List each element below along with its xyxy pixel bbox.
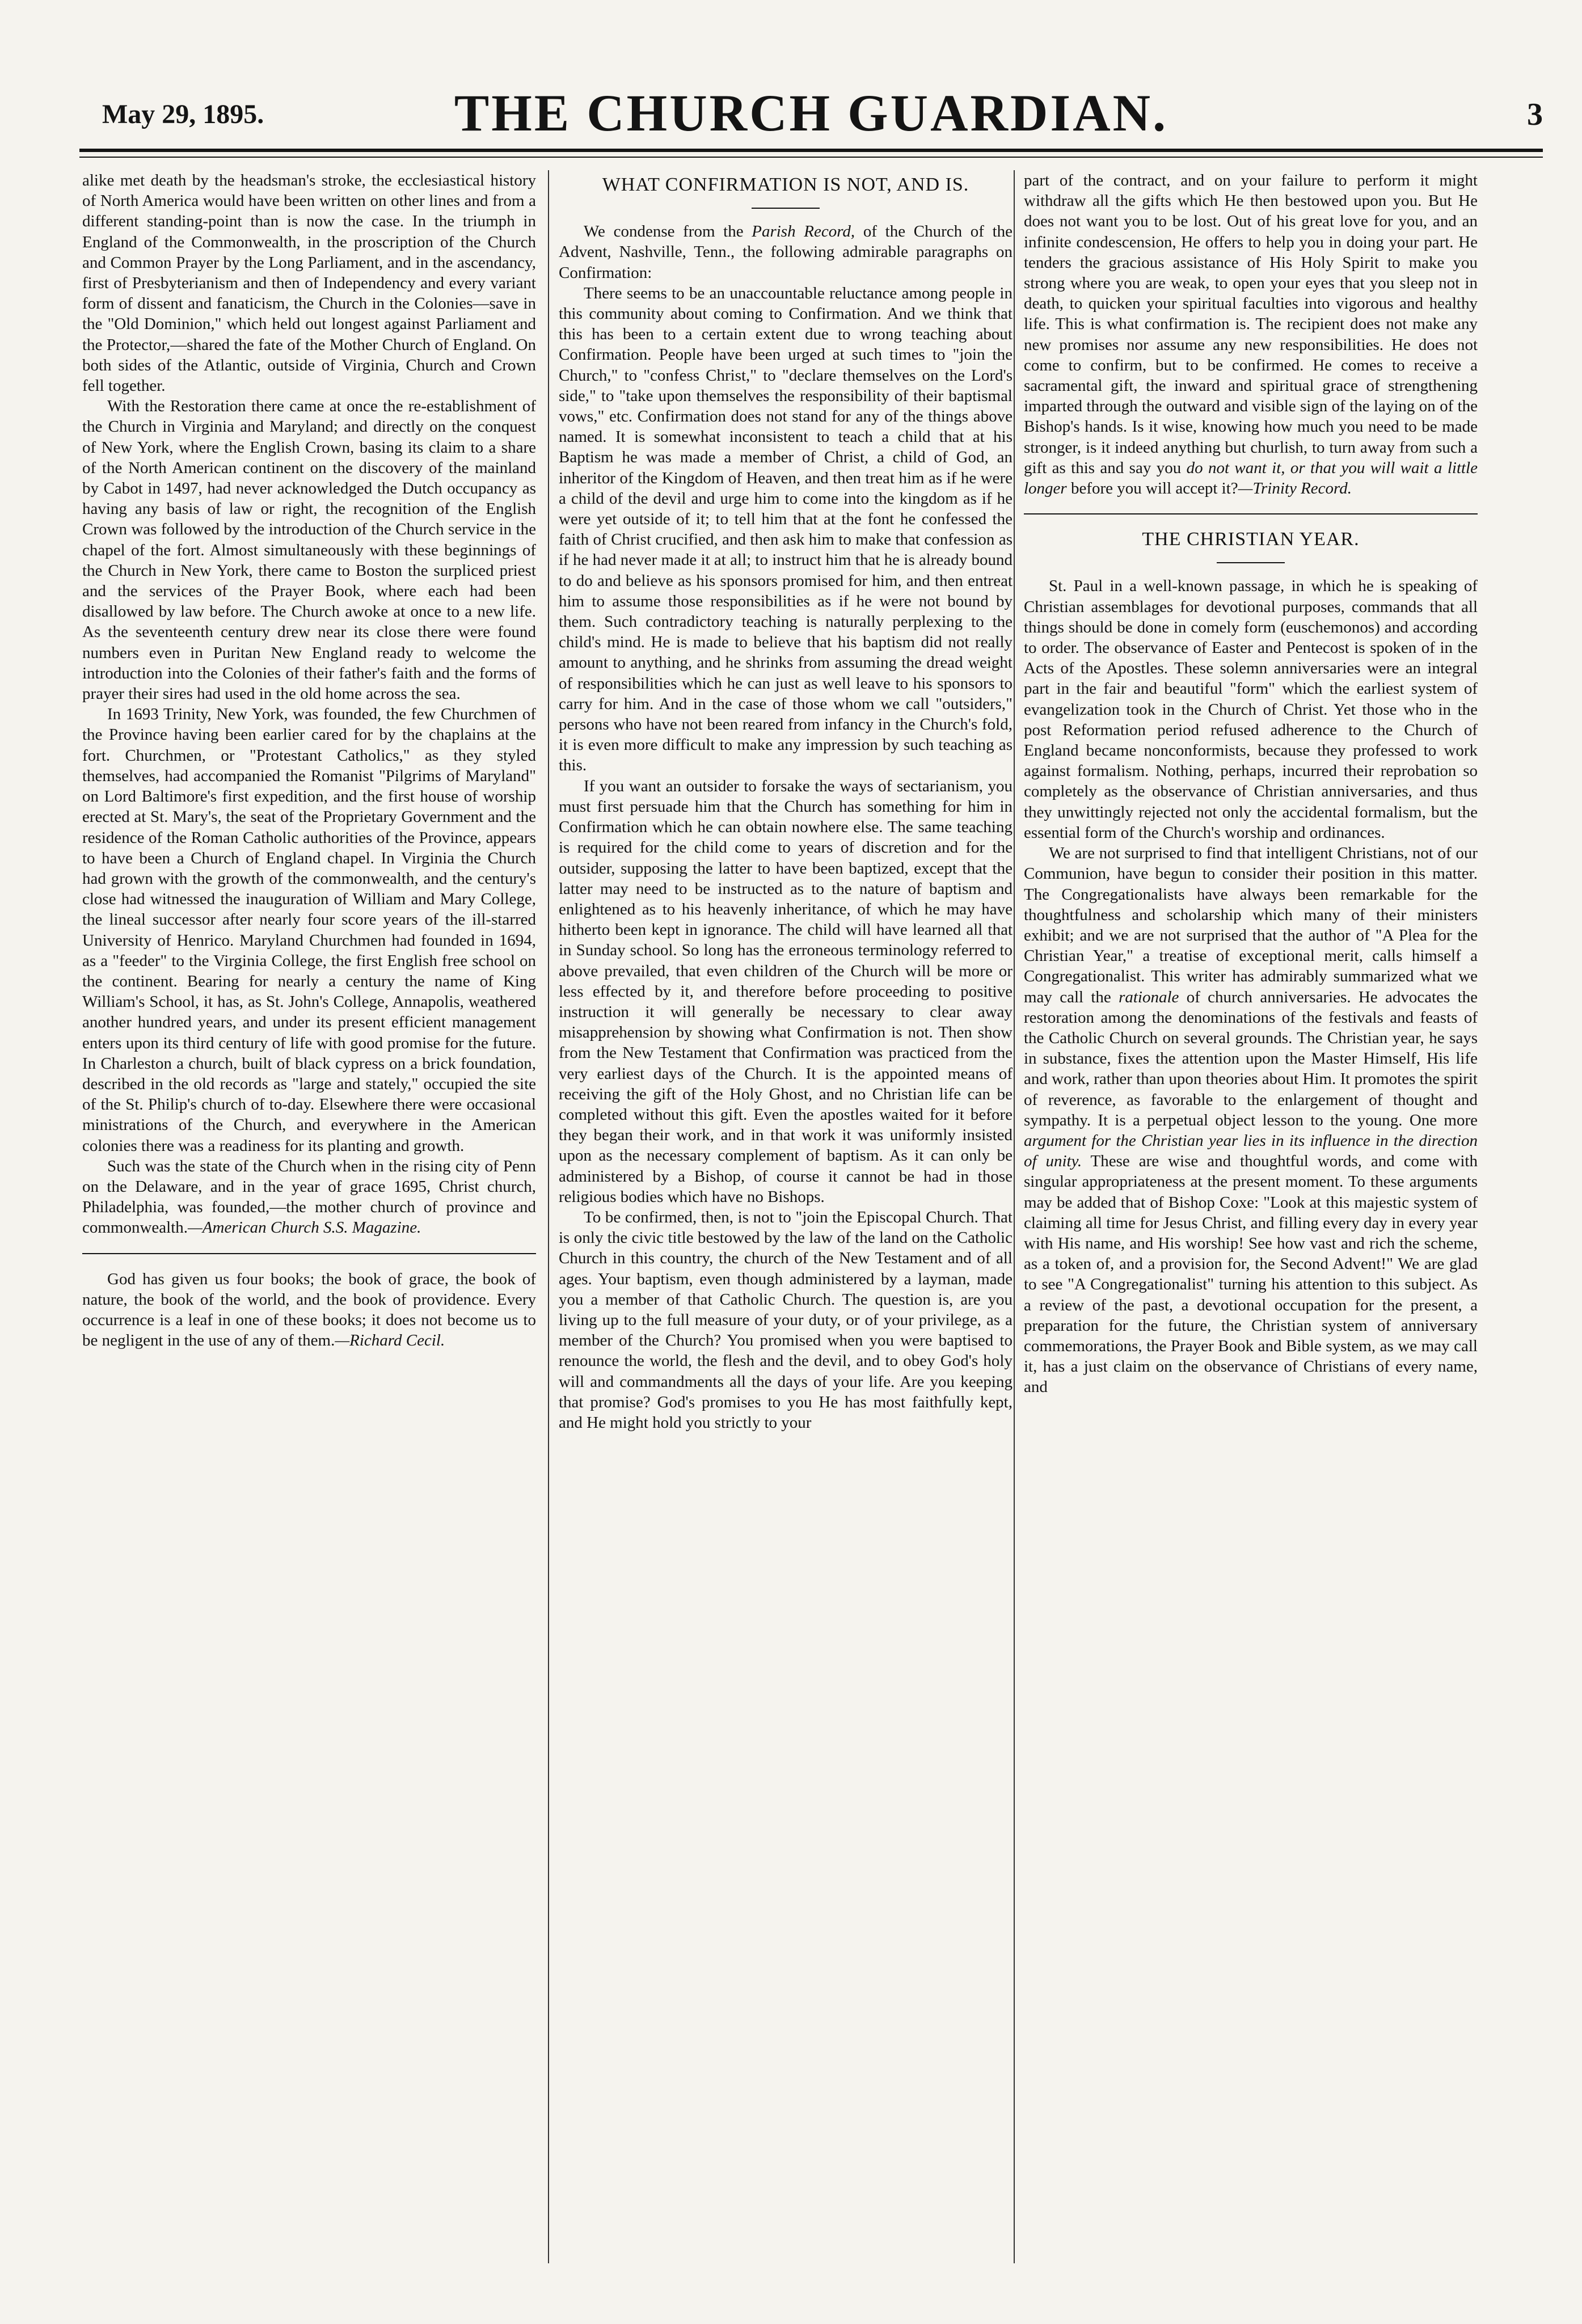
- paragraph-text: before you will accept it?: [1066, 479, 1238, 498]
- paragraph: St. Paul in a well-known passage, in which he is speaking of Christian assemblages for devotional purposes, commands that all things should be done in comely form (euschemonos) and according to order. The observance of Easter and Pentecost is spoken of in the Acts of the Apostles. These solemn anniversaries were an integral part in the fair and beautiful "form" which the earliest system of evangelization took in the Church of Christ. Yet those who in the post Reformation period refused adherence to the Church of England became nonconformists, because they professed to work against formalism. Nothing, perhaps, incurred their reprobation so completely as the observance of Christian anniversaries, and thus they unwittingly rejected not only the accidental formalism, but the essential form of the Church's worship and ordinances.: [1024, 577, 1478, 842]
- masthead: [79, 74, 1543, 153]
- source-citation: —Trinity Record.: [1238, 479, 1352, 498]
- paragraph-text: of church anniversaries. He advocates the restoration among the denominations of the festivals and feasts of the Catholic Church on several grounds. The Christian year, he says in substance, fixes the attention upon the Master Himself, His life and work, rather than upon theories about Him. It promotes the spirit of reverence, as favorable to the enlargement of thought and sympathy. It is a perpetual object lesson to the young. One more: [1024, 988, 1478, 1129]
- paragraph-text: We condense from the: [584, 222, 752, 241]
- column-divider: [548, 170, 549, 2263]
- issue-date: May 29, 1895.: [102, 99, 264, 129]
- column-3: [1024, 170, 1478, 2269]
- paragraph-text: of the Church of the Advent, Nashville, Tenn., the following admirable paragraphs on Confirmation:: [559, 222, 1013, 282]
- paragraph: In 1693 Trinity, New York, was founded, the few Churchmen of the Province having been earlier cared for by the chaplains at the fort. Churchmen, or "Protestant Catholics," as they styled themselves, had accompanied the Romanist "Pilgrims of Maryland" on Lord Baltimore's first expedition, and the first house of worship erected at St. Mary's, the seat of the Proprietary Government and the residence of the Roman Catholic authorities of the Province, appears to have been a Church of England chapel. In Virginia the Church had grown with the growth of the commonwealth, and the century's close had witnessed the inauguration of William and Mary College, the lineal successor after nearly four score years of the ill-starred University of Henrico. Maryland Churchmen had founded in 1694, as a "feeder" to the Virginia College, the first English free school on the continent. Bearing for nearly a century the name of King William's School, it has, as St. John's College, Annapolis, weathered another hundred years, and under its present efficient management enters upon its third century of life with good promise for the future. In Charleston a church, built of black cypress on a brick foundation, described in the old records as "large and stately," occupied the site of the St. Philip's church of to-day. Elsewhere there were occasional ministrations of the Church, and everywhere in the American colonies there was a readiness for its planting and growth.: [82, 705, 536, 1155]
- header-rule-thin: [79, 157, 1543, 158]
- paragraph: [1024, 170, 1478, 499]
- paragraph: There seems to be an unaccountable reluctance among people in this community about coming to Confirmation. And we think that this has been to a certain extent due to wrong teaching about Confirmation. People have been urged at such times to "join the Church," to "confess Christ," to "declare themselves on the Lord's side," to "take upon themselves the responsibility of their baptismal vows," etc. Confirmation does not stand for any of the things above named. It is somewhat inconsistent to teach a child that at his Baptism he was made a member of Christ, a child of God, an inheritor of the Kingdom of Heaven, and then treat him as if he were a child of the devil and urge him to come into the kingdom as if he were yet outside of it; to tell him that at the font he confessed the faith of Christ crucified, and then ask him to make that confession as if he had never made it at all; to instruct him that he is already bound to do and believe as his sponsors promised for him, and then entreat him to assume those responsibilities as if he were not bound by them. Such contradictory teaching is naturally perplexing to the child's mind. He is made to believe that his baptism did not really amount to anything, and he shrinks from assuming the dread weight of responsibilities which he can just as well leave to his sponsors to carry for him. And in the case of those whom we call "outsiders," persons who have not been reared from infancy in the Church's fold, it is even more difficult to make any impression by such teaching as this.: [559, 284, 1013, 775]
- paragraph-italic: do not want it, or that you will wait a little longer: [1024, 458, 1478, 498]
- paragraph-text: part of the contract, and on your failure to perform it might withdraw all the gifts which He then bestowed upon you. But He does not want you to be lost. Out of his great love for you, and an infinite condescension, He offers to help you in doing your part. He tenders the gracious assistance of His Holy Spirit to make you strong where you are weak, to open your eyes that you sleep not in death, to quicken your spiritual faculties into vigorous and healthy life. This is what confirmation is. The recipient does not make any new promises nor assume any new responsibilities. He does not come to confirm, but to be confirmed. He comes to receive a sacramental gift, the inward and spiritual grace of strengthening imparted through the outward and visible sign of the laying on of the Bishop's hands. Is it wise, knowing how much you need to be made stronger, is it indeed anything but churlish, to turn away from such a gift as this and say you: [1024, 171, 1478, 477]
- heading-rule: [1217, 562, 1285, 563]
- paragraph: [559, 221, 1013, 283]
- paragraph: With the Restoration there came at once the re-establishment of the Church in Virginia and Maryland; and directly on the conquest of New York, where the English Crown, basing its claim to a share of the North American continent on the discovery of the mainland by Cabot in 1497, had never acknowledged the Dutch occupancy as having any basis of law or right, the recognition of the English Crown was followed by the introduction of the Church service in the chapel of the fort. Almost simultaneously with these beginnings of the Church in New York, there came to Boston the surpliced priest and the services of the Prayer Book, where each had been disallowed by law before. The Church awoke at once to a new life. As the seventeenth century drew near its close there were found numbers even in Puritan New England ready to welcome the introduction into the Colonies of their father's faith and the forms of prayer their sires had used in the old home across the sea.: [82, 397, 536, 703]
- paragraph: [1024, 843, 1478, 1397]
- article-heading: THE CHRISTIAN YEAR.: [1142, 529, 1360, 550]
- column-divider: [1014, 170, 1015, 2263]
- source-title: Parish Record,: [752, 222, 855, 241]
- heading-rule: [752, 208, 820, 209]
- paragraph-italic: rationale: [1119, 988, 1179, 1006]
- header-rule-thick: [79, 149, 1543, 152]
- paragraph: alike met death by the headsman's stroke, the ecclesiastical history of North America would have been written on other lines and from a different standing-point than is now the case. In the triumph in England of the Commonwealth, in the proscription of the Church and Common Prayer by the Long Parliament, and in the ascendancy, first of Presbyterianism and then of Independency and every variant form of dissent and fanaticism, the Church in the Colonies—save in the "Old Dominion," which held out longest against Parliament and the Protector,—shared the fate of the Mother Church of England. On both sides of the Atlantic, outside of Virginia, Church and Crown fell together.: [82, 171, 536, 395]
- paragraph-text: Such was the state of the Church when in the rising city of Penn on the Delaware, and in the year of grace 1695, Christ church, Philadelphia, was founded,—the mother church of province and commonwealth.: [82, 1157, 536, 1237]
- paragraph: [82, 1156, 536, 1238]
- paragraph-italic: argument for the Christian year lies in its influence in the direction of unity.: [1024, 1131, 1478, 1171]
- paragraph-text: We are not surprised to find that intelligent Christians, not of our Communion, have begun to consider their position in this matter. The Congregationalists have always been remarkable for the thoughtfulness and scholarship which many of their ministers exhibit; and we are not surprised that the author of "A Plea for the Christian Year," a treatise of exceptional merit, calls himself a Congregationalist. This writer has admirably summarized what we may call the: [1024, 844, 1478, 1006]
- column-1: [82, 170, 536, 2269]
- newspaper-title: THE CHURCH GUARDIAN.: [454, 84, 1168, 142]
- article-separator: [82, 1253, 536, 1254]
- article-separator: [1024, 513, 1478, 514]
- page-number: 3: [1527, 97, 1543, 132]
- paragraph: To be confirmed, then, is not to "join the Episcopal Church. That is only the civic title bestowed by the law of the land on the Catholic Church in this country, the church of the New Testament and of all ages. Your baptism, even though administered by a layman, made you a member of that Catholic Church. The question is, are you living up to the full measure of your duty, or of your privilege, as a member of the Church? You promised when you were baptised to renounce the world, the flesh and the devil, and to obey God's holy will and commandments all the days of your life. Are you keeping that promise? God's promises to you He has most faithfully kept, and He might hold you strictly to your: [559, 1208, 1013, 1432]
- paragraph: [82, 1269, 536, 1351]
- paragraph: If you want an outsider to forsake the ways of sectarianism, you must first persuade him that the Church has something for him in Confirmation which he can obtain nowhere else. The same teaching is required for the child come to years of discretion and for the outsider, supposing the latter to have been baptized, except that the latter may need to be instructed as to the nature of baptism and enlightened as to his heavenly inheritance, of which he may have hitherto been kept in ignorance. The child will have learned all that in Sunday school. So long has the erroneous terminology referred to above prevailed, that even children of the Church will be more or less effected by it, and therefore before proceeding to positive instruction it will generally be necessary to clear away misapprehension by showing what Confirmation is not. Then show from the New Testament that Confirmation was practiced from the very earliest days of the Church. It is the appointed means of receiving the gift of the Holy Ghost, and no Christian life can be completed without this gift. Even the apostles waited for it before they began their work, and in that work it was uniformly insisted upon as the necessary complement of baptism. As it can only be administered by a Bishop, of course it cannot be had in those religious bodies which have no Bishops.: [559, 777, 1013, 1206]
- article-heading: WHAT CONFIRMATION IS NOT, AND IS.: [602, 174, 969, 195]
- paragraph-text: These are wise and thoughtful words, and come with singular appropriateness at the present moment. To these arguments may be added that of Bishop Coxe: "Look at this majestic system of claiming all time for Jesus Christ, and filling every day in every year with His name, and His worship! See how vast and rich the scheme, as a token of, and a provision for, the Second Advent!" We are glad to see "A Congregationalist" turning his attention to this subject. As a review of the past, a devotional occupation for the present, a preparation for the future, the Christian system of anniversary commemorations, the Prayer Book and Bible system, as we may call it, has a just claim on the observance of Christians of every name, and: [1024, 1152, 1478, 1397]
- column-2: [559, 170, 1013, 2269]
- paragraph-text: God has given us four books; the book of grace, the book of nature, the book of the world, and the book of providence. Every occurrence is a leaf in one of these books; it does not become us to be negligent in the use of any of them.: [82, 1269, 536, 1350]
- source-citation: —Richard Cecil.: [335, 1331, 445, 1350]
- source-citation: —American Church S.S. Magazine.: [188, 1218, 421, 1237]
